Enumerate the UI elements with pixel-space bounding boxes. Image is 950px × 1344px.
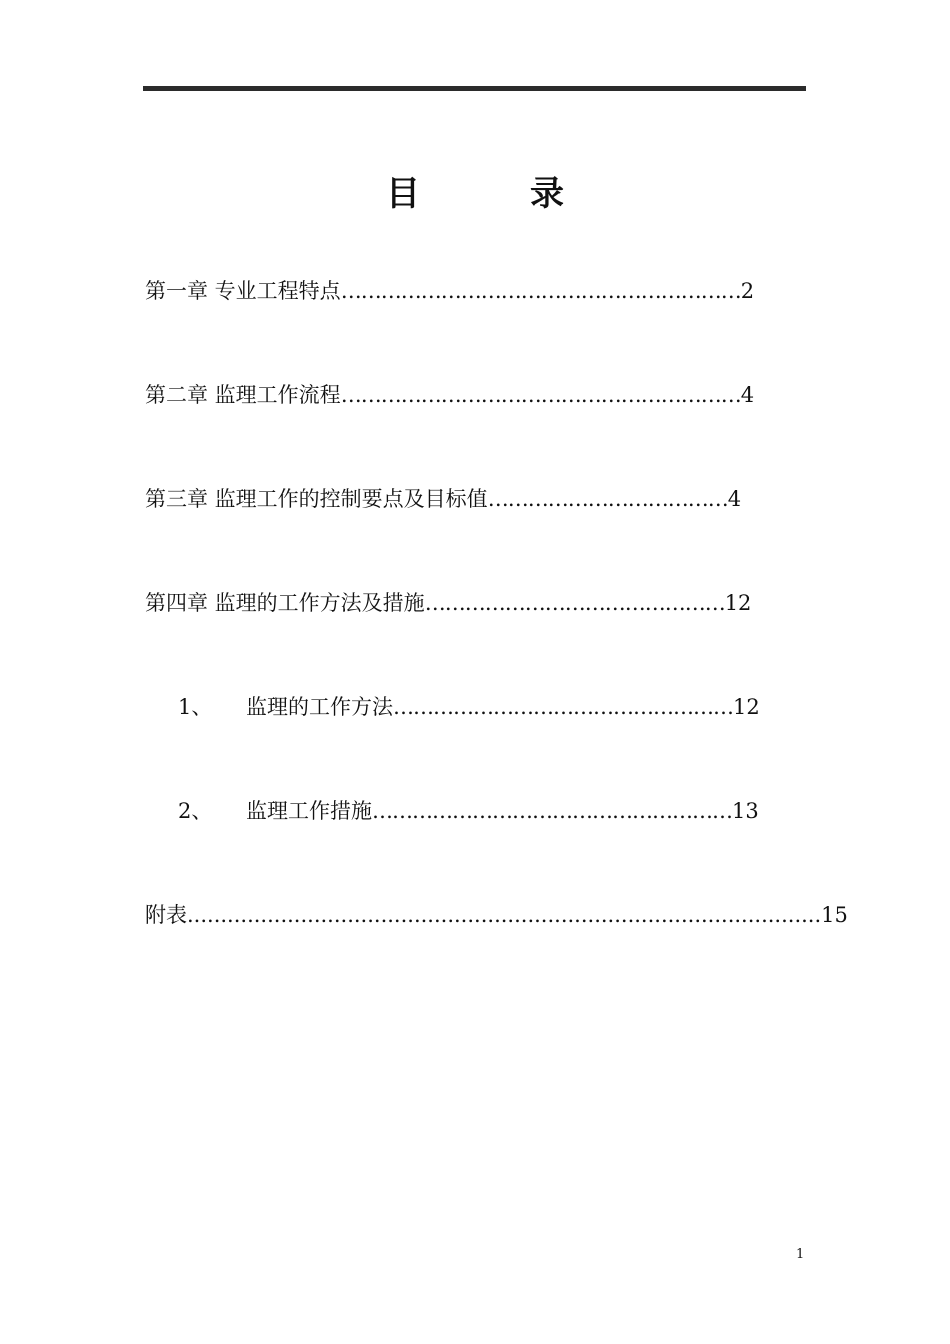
toc-leader: ............................................................................................... <box>187 903 822 927</box>
page-number: 1 <box>796 1247 805 1262</box>
toc-entry-chapter-2[interactable] <box>145 380 754 410</box>
toc-entry-page: 13 <box>732 799 759 823</box>
toc-entry-number: 2、 <box>178 799 213 823</box>
toc-title: 目 录 <box>386 174 602 214</box>
toc-entry-page: 12 <box>724 591 752 615</box>
header-rule <box>143 86 806 91</box>
toc-entry-label: 附表 <box>145 903 187 927</box>
toc-entry-page: 2 <box>740 279 755 303</box>
toc-entry-label: 监理的工作方法 <box>246 695 393 719</box>
toc-leader: ……………………………………… <box>424 591 725 615</box>
toc-entry-page: 12 <box>733 695 760 719</box>
toc-leader: …………………………………………… <box>393 695 733 719</box>
toc-entry-label: 第四章 监理的工作方法及措施 <box>145 591 425 615</box>
toc-entry-chapter-1[interactable] <box>145 276 754 306</box>
toc-entry-label: 第二章 监理工作流程 <box>145 383 341 407</box>
toc-entry-section-4-1[interactable] <box>178 692 760 722</box>
toc-entry-page: 4 <box>740 383 755 407</box>
toc-entry-appendix[interactable] <box>145 900 848 930</box>
toc-entry-label: 第一章 专业工程特点 <box>145 279 341 303</box>
toc-entry-section-4-2[interactable] <box>178 796 759 826</box>
toc-leader: ……………………………… <box>487 487 728 511</box>
toc-entry-number: 1、 <box>178 695 213 719</box>
toc-entry-page: 15 <box>821 903 848 927</box>
toc-entry-label: 监理工作措施 <box>246 799 372 823</box>
toc-entry-chapter-4[interactable] <box>145 588 751 618</box>
toc-entry-label: 第三章 监理工作的控制要点及目标值 <box>145 487 488 511</box>
toc-entry-chapter-3[interactable] <box>145 484 741 514</box>
toc-entry-page: 4 <box>727 487 742 511</box>
toc-leader: …………………………………………………… <box>340 279 741 303</box>
toc-leader: …………………………………………………… <box>340 383 741 407</box>
toc-leader: ……………………………………………… <box>372 799 732 823</box>
